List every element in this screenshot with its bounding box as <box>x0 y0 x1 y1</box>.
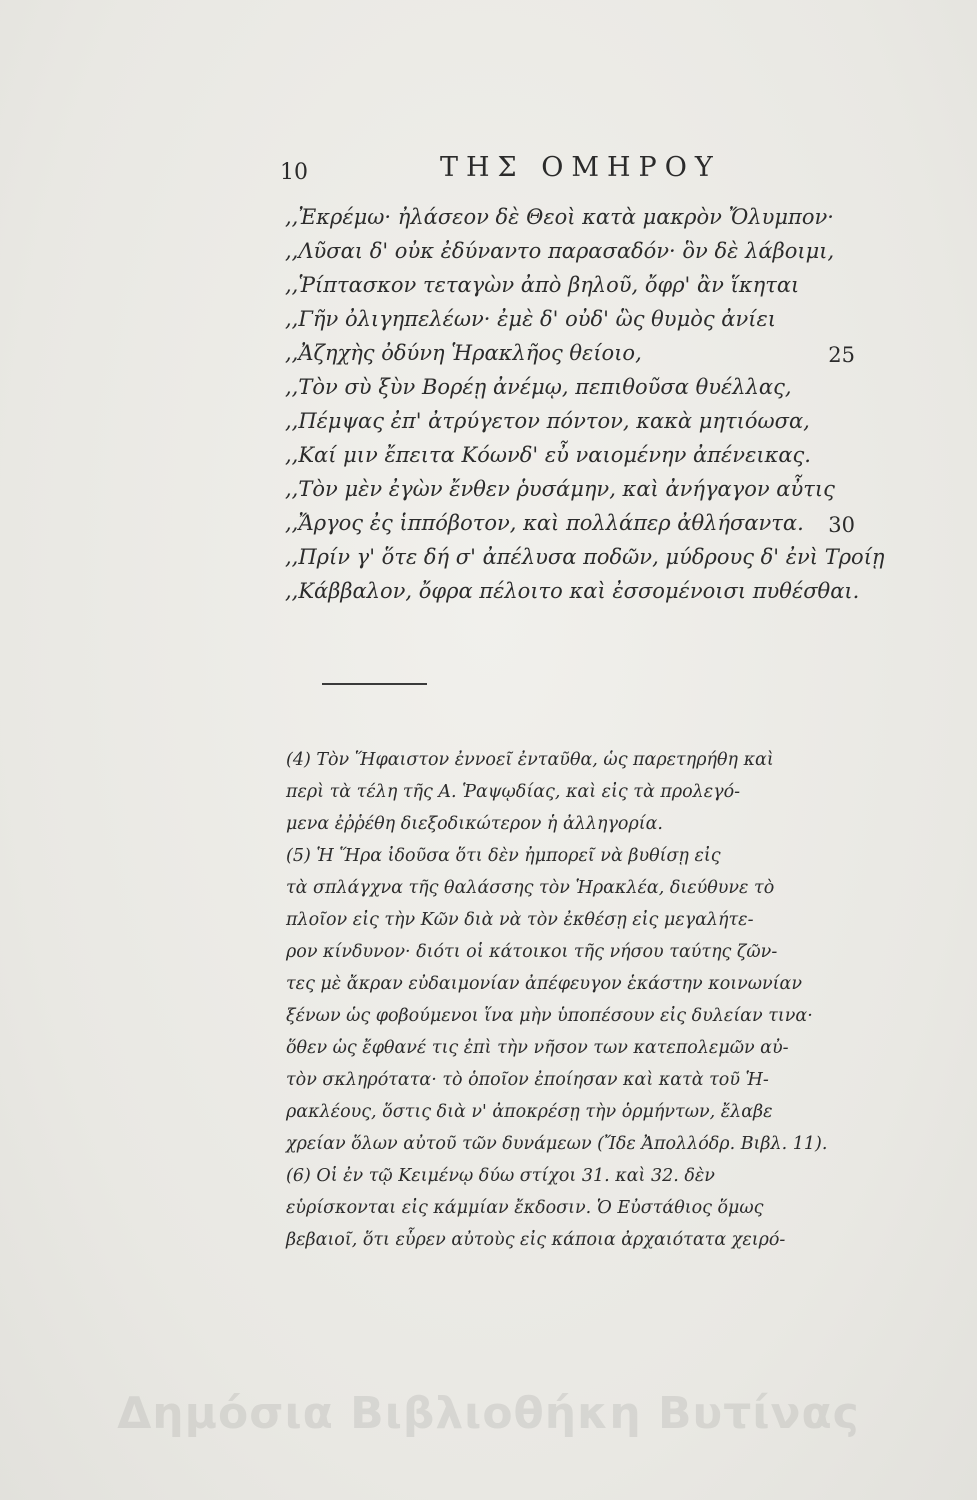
verse-line <box>285 239 875 273</box>
footnote-line: ρον κίνδυνον· διότι οἱ κάτοικοι τῆς νήσου ταύτης ζῶν- <box>286 942 778 962</box>
verse-text: ,,Ἐκρέμω· ἠλάσεον δὲ Θεοὶ κατὰ μακρὸν Ὄλυμπον· <box>285 205 834 229</box>
footnote-line: τες μὲ ἄκραν εὐδαιμονίαν ἀπέφευγον ἑκάστην κοινωνίαν <box>286 974 802 994</box>
footnote-line: ξένων ὡς φοβούμενοι ἵνα μὴν ὑποπέσουν εἰς δυλείαν τινα· <box>286 1006 813 1026</box>
footnote-line: περὶ τὰ τέλη τῆς Α. Ῥαψῳδίας, καὶ εἰς τὰ προλεγό- <box>286 782 741 802</box>
page-number: 10 <box>280 160 308 185</box>
library-watermark: Δημόσια Βιβλιοθήκη Βυτίνας <box>117 1388 860 1439</box>
running-title: ΤΗΣ ΟΜΗΡΟΥ <box>440 152 721 183</box>
verse-text: ,,Καί μιν ἔπειτα Κόωνδ' εὖ ναιομένην ἀπένεικας. <box>285 443 811 467</box>
verse-text: ,,Λῦσαι δ' οὐκ ἐδύναντο παρασαδόν· ὃν δὲ λάβοιμι, <box>285 239 835 263</box>
verse-text: ,,Ἀζηχὴς ὀδύνη Ἡρακλῆος θείοιο, <box>285 341 642 365</box>
verse-line <box>285 545 885 579</box>
footnote-line: τὰ σπλάγχνα τῆς θαλάσσης τὸν Ἡρακλέα, διεύθυνε τὸ <box>286 878 775 898</box>
footnotes-block <box>286 750 876 1262</box>
line-number: 30 <box>828 513 855 537</box>
verse-text: ,,Ἄργος ἐς ἱππόβοτον, καὶ πολλάπερ ἀθλήσαντα. <box>285 511 804 535</box>
footnote-line: ρακλέους, ὅστις διὰ ν' ἀποκρέσῃ τὴν ὁρμήντων, ἔλαβε <box>286 1102 773 1122</box>
verse-line <box>285 443 875 477</box>
verse-line <box>285 375 875 409</box>
line-number: 25 <box>828 343 855 367</box>
page-header <box>280 152 880 192</box>
verse-line <box>285 477 875 511</box>
verse-text: ,,Γῆν ὀλιγηπελέων· ἐμὲ δ' οὐδ' ὣς θυμὸς ἀνίει <box>285 307 776 331</box>
verse-line <box>285 341 875 375</box>
footnote-divider <box>322 683 427 685</box>
verse-line <box>285 579 875 613</box>
footnote-line: βεβαιοῖ, ὅτι εὗρεν αὐτοὺς εἰς κάποια ἀρχαιότατα χειρό- <box>286 1230 786 1250</box>
verse-text: ,,Πέμψας ἐπ' ἀτρύγετον πόντον, κακὰ μητιόωσα, <box>285 409 810 433</box>
verse-line <box>285 409 875 443</box>
footnote-line: χρείαν ὅλων αὐτοῦ τῶν δυνάμεων (Ἴδε Ἀπολλόδρ. Βιβλ. 11). <box>286 1134 828 1154</box>
verse-text: ,,Τὸν σὺ ξὺν Βορέῃ ἀνέμῳ, πεπιθοῦσα θυέλλας, <box>285 375 792 399</box>
verse-text: ,,Κάββαλον, ὄφρα πέλοιτο καὶ ἐσσομένοισι πυθέσθαι. <box>285 579 860 603</box>
footnote-line: πλοῖον εἰς τὴν Κῶν διὰ νὰ τὸν ἐκθέσῃ εἰς μεγαλήτε- <box>286 910 754 930</box>
verse-block <box>285 205 885 613</box>
footnote-line: (4) Τὸν Ἥφαιστον ἐννοεῖ ἐνταῦθα, ὡς παρετηρήθη καὶ <box>286 750 774 770</box>
verse-text: ,,Τὸν μὲν ἐγὼν ἔνθεν ῥυσάμην, καὶ ἀνήγαγον αὖτις <box>285 477 835 501</box>
verse-text: ,,Πρίν γ' ὅτε δή σ' ἀπέλυσα ποδῶν, μύδρους δ' ἐνὶ Τροίῃ <box>285 545 885 569</box>
footnote-line: ὅθεν ὡς ἔφθανέ τις ἐπὶ τὴν νῆσον των κατεπολεμῶν αὐ- <box>286 1038 789 1058</box>
verse-line <box>285 273 875 307</box>
footnote-line: τὸν σκληρότατα· τὸ ὁποῖον ἐποίησαν καὶ κατὰ τοῦ Ἡ- <box>286 1070 769 1090</box>
verse-line <box>285 511 875 545</box>
footnote-line: (5) Ἡ Ἥρα ἰδοῦσα ὅτι δὲν ἠμπορεῖ νὰ βυθίσῃ εἰς <box>286 846 721 866</box>
footnote-line: (6) Οἱ ἐν τῷ Κειμένῳ δύω στίχοι 31. καὶ 32. δὲν <box>286 1166 715 1186</box>
footnote-line: μενα ἐῤῥέθη διεξοδικώτερον ἡ ἀλληγορία. <box>286 814 663 834</box>
verse-line <box>285 205 875 239</box>
verse-text: ,,Ῥίπτασκον τεταγὼν ἀπὸ βηλοῦ, ὄφρ' ἂν ἵκηται <box>285 273 800 297</box>
footnote-line: εὑρίσκονται εἰς κάμμίαν ἔκδοσιν. Ὁ Εὐστάθιος ὅμως <box>286 1198 764 1218</box>
verse-line <box>285 307 875 341</box>
